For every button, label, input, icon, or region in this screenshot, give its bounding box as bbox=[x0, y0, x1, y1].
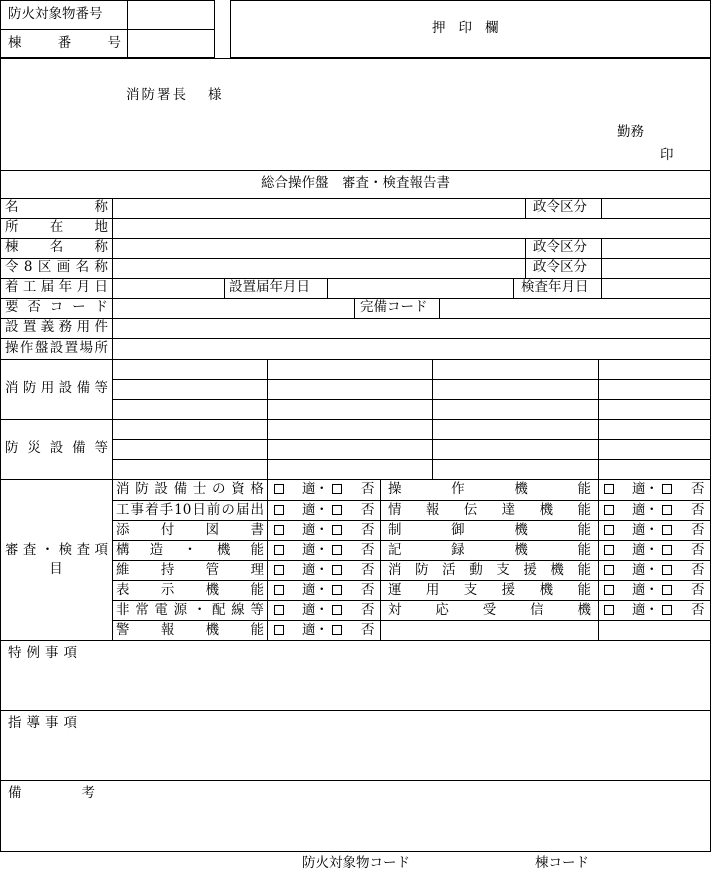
guidance-notes-input[interactable] bbox=[2, 736, 708, 778]
review-item-right: 運 用 支 援 機 能 bbox=[388, 582, 591, 598]
review-check-right bbox=[604, 603, 708, 617]
completion-code-label: 完備コード bbox=[360, 299, 428, 315]
ng-label: 否 bbox=[691, 481, 705, 497]
ok-label: 適 bbox=[632, 562, 646, 578]
review-item-right: 操 作 機 能 bbox=[388, 481, 591, 497]
ng-checkbox[interactable] bbox=[332, 565, 342, 575]
separator-dot: ・ bbox=[315, 481, 329, 497]
review-section-label-tail: 目 bbox=[49, 561, 63, 577]
remarks-label: 備 考 bbox=[8, 785, 95, 801]
review-check-left bbox=[274, 583, 378, 597]
ng-checkbox[interactable] bbox=[662, 565, 672, 575]
ng-label: 否 bbox=[691, 522, 705, 538]
ng-checkbox[interactable] bbox=[662, 525, 672, 535]
ok-label: 適 bbox=[302, 522, 316, 538]
separator-dot: ・ bbox=[645, 542, 659, 558]
chief-label: 消防署長 bbox=[126, 87, 188, 103]
ok-checkbox[interactable] bbox=[604, 484, 614, 494]
govt-category-input[interactable] bbox=[603, 240, 708, 256]
ok-checkbox[interactable] bbox=[604, 505, 614, 515]
ng-checkbox[interactable] bbox=[332, 525, 342, 535]
review-item-left: 消 防 設 備 士 の 資 格 bbox=[116, 481, 264, 497]
ng-checkbox[interactable] bbox=[662, 545, 672, 555]
fire-object-number-label: 防火対象物番号 bbox=[8, 6, 103, 22]
ng-checkbox[interactable] bbox=[332, 505, 342, 515]
ok-label: 適 bbox=[302, 542, 316, 558]
review-item-right: 制 御 機 能 bbox=[388, 522, 591, 538]
ok-checkbox[interactable] bbox=[274, 525, 284, 535]
separator-dot: ・ bbox=[315, 562, 329, 578]
fire-object-code-label: 防火対象物コード bbox=[302, 855, 410, 871]
review-item-left: 構 造 ・ 機 能 bbox=[116, 542, 264, 558]
ok-label: 適 bbox=[632, 602, 646, 618]
ng-label: 否 bbox=[361, 542, 375, 558]
inspection-date-label: 検査年月日 bbox=[521, 279, 589, 295]
ok-label: 適 bbox=[302, 502, 316, 518]
ng-checkbox[interactable] bbox=[662, 484, 672, 494]
ordinance-block-name-input[interactable] bbox=[114, 260, 523, 276]
ok-checkbox[interactable] bbox=[274, 484, 284, 494]
ng-checkbox[interactable] bbox=[332, 545, 342, 555]
separator-dot: ・ bbox=[315, 582, 329, 598]
ng-checkbox[interactable] bbox=[662, 505, 672, 515]
ng-checkbox[interactable] bbox=[332, 585, 342, 595]
ok-label: 適 bbox=[302, 582, 316, 598]
building-name-input[interactable] bbox=[114, 240, 523, 256]
ok-checkbox[interactable] bbox=[274, 605, 284, 615]
ng-label: 否 bbox=[361, 622, 375, 638]
construction-notice-date-input[interactable] bbox=[114, 280, 222, 296]
separator-dot: ・ bbox=[645, 602, 659, 618]
fire-object-number-input[interactable] bbox=[135, 4, 210, 26]
ok-label: 適 bbox=[632, 522, 646, 538]
govt-category-label: 政令区分 bbox=[533, 259, 587, 275]
ok-label: 適 bbox=[302, 602, 316, 618]
review-check-left bbox=[274, 603, 378, 617]
ng-label: 否 bbox=[691, 582, 705, 598]
separator-dot: ・ bbox=[315, 522, 329, 538]
special-notes-label: 特例事項 bbox=[8, 645, 82, 661]
ok-checkbox[interactable] bbox=[604, 585, 614, 595]
review-check-left bbox=[274, 563, 378, 577]
ok-label: 適 bbox=[302, 562, 316, 578]
review-item-right: 記 録 機 能 bbox=[388, 542, 591, 558]
separator-dot: ・ bbox=[645, 562, 659, 578]
building-number-label: 棟 番 号 bbox=[8, 35, 121, 51]
ng-label: 否 bbox=[361, 502, 375, 518]
ok-checkbox[interactable] bbox=[274, 565, 284, 575]
completion-code-input[interactable] bbox=[441, 300, 708, 316]
review-check-left bbox=[274, 503, 378, 517]
ng-label: 否 bbox=[361, 562, 375, 578]
review-item-right: 情 報 伝 達 機 能 bbox=[388, 502, 591, 518]
seal-column-label: 押印欄 bbox=[432, 20, 512, 36]
honorific-label: 様 bbox=[208, 87, 222, 103]
ok-label: 適 bbox=[632, 542, 646, 558]
review-section-label: 審 査 ・ 検 査 項 bbox=[5, 542, 108, 558]
review-check-right bbox=[604, 563, 708, 577]
ok-label: 適 bbox=[632, 481, 646, 497]
separator-dot: ・ bbox=[315, 542, 329, 558]
review-check-right bbox=[604, 523, 708, 537]
requirement-code-input[interactable] bbox=[114, 300, 352, 316]
disaster-equipment-label: 防 災 設 備 等 bbox=[5, 440, 108, 456]
ok-checkbox[interactable] bbox=[274, 585, 284, 595]
review-check-left bbox=[274, 523, 378, 537]
ng-checkbox[interactable] bbox=[332, 605, 342, 615]
ng-label: 否 bbox=[361, 481, 375, 497]
review-check-left bbox=[274, 543, 378, 557]
review-item-right: 対 応 受 信 機 bbox=[388, 602, 591, 618]
review-check-right bbox=[604, 482, 708, 496]
name-label: 名 称 bbox=[5, 199, 108, 215]
inspection-date-input[interactable] bbox=[603, 280, 708, 296]
guidance-notes-label: 指導事項 bbox=[8, 715, 82, 731]
location-input[interactable] bbox=[114, 220, 708, 236]
govt-category-input[interactable] bbox=[603, 260, 708, 276]
installation-notice-date-label: 設置届年月日 bbox=[229, 279, 310, 295]
separator-dot: ・ bbox=[315, 602, 329, 618]
review-item-left: 添 付 図 書 bbox=[116, 522, 264, 538]
govt-category-label: 政令区分 bbox=[533, 199, 587, 215]
ok-label: 適 bbox=[302, 481, 316, 497]
review-check-left bbox=[274, 623, 378, 637]
ok-checkbox[interactable] bbox=[604, 565, 614, 575]
review-item-left: 警 報 機 能 bbox=[116, 622, 264, 638]
separator-dot: ・ bbox=[315, 502, 329, 518]
installation-notice-date-input[interactable] bbox=[329, 280, 511, 296]
ok-label: 適 bbox=[632, 582, 646, 598]
govt-category-label: 政令区分 bbox=[533, 239, 587, 255]
ng-label: 否 bbox=[691, 562, 705, 578]
review-item-right: 消 防 活 動 支 援 機 能 bbox=[388, 562, 591, 578]
ok-checkbox[interactable] bbox=[604, 545, 614, 555]
ok-label: 適 bbox=[302, 622, 316, 638]
ng-label: 否 bbox=[691, 502, 705, 518]
special-notes-input[interactable] bbox=[2, 666, 708, 708]
review-item-left: 維 持 管 理 bbox=[116, 562, 264, 578]
review-check-left bbox=[274, 482, 378, 496]
seal-mark: 印 bbox=[660, 147, 674, 163]
panel-location-label: 操 作 盤 設 置 場 所 bbox=[5, 340, 108, 356]
separator-dot: ・ bbox=[645, 502, 659, 518]
ng-label: 否 bbox=[691, 602, 705, 618]
separator-dot: ・ bbox=[315, 622, 329, 638]
review-item-left: 非 常 電 源 ・ 配 線 等 bbox=[116, 602, 264, 618]
review-check-right bbox=[604, 543, 708, 557]
ng-checkbox[interactable] bbox=[332, 484, 342, 494]
review-check-right bbox=[604, 583, 708, 597]
building-name-label: 棟 名 称 bbox=[5, 239, 108, 255]
ok-checkbox[interactable] bbox=[604, 605, 614, 615]
ng-checkbox[interactable] bbox=[662, 585, 672, 595]
report-title: 総合操作盤 審査・検査報告書 bbox=[261, 175, 450, 191]
ok-checkbox[interactable] bbox=[274, 505, 284, 515]
separator-dot: ・ bbox=[645, 481, 659, 497]
ng-label: 否 bbox=[361, 522, 375, 538]
location-label: 所 在 地 bbox=[5, 219, 108, 235]
govt-category-input[interactable] bbox=[603, 200, 708, 216]
building-number-input[interactable] bbox=[135, 32, 210, 54]
ok-checkbox[interactable] bbox=[604, 525, 614, 535]
installation-obligation-label: 設 置 義 務 用 件 bbox=[5, 319, 108, 335]
panel-location-input[interactable] bbox=[114, 340, 708, 357]
ordinance-block-name-label: 令 8 区 画 名 称 bbox=[5, 259, 108, 275]
ng-checkbox[interactable] bbox=[662, 605, 672, 615]
review-check-right bbox=[604, 503, 708, 517]
building-code-label: 棟コード bbox=[535, 855, 589, 871]
ok-checkbox[interactable] bbox=[274, 545, 284, 555]
requirement-code-label: 要 否 コ ー ド bbox=[5, 299, 108, 315]
ng-checkbox[interactable] bbox=[332, 625, 342, 635]
review-item-left: 表 示 機 能 bbox=[116, 582, 264, 598]
construction-notice-date-label: 着 工 届 年 月 日 bbox=[5, 279, 108, 295]
ng-label: 否 bbox=[361, 602, 375, 618]
ng-label: 否 bbox=[361, 582, 375, 598]
installation-obligation-input[interactable] bbox=[114, 320, 708, 336]
separator-dot: ・ bbox=[645, 522, 659, 538]
separator-dot: ・ bbox=[645, 582, 659, 598]
name-input[interactable] bbox=[114, 200, 523, 216]
review-item-left: 工 事 着 手 10 日 前 の 届 出 bbox=[116, 502, 264, 518]
fire-equipment-label: 消 防 用 設 備 等 bbox=[5, 380, 108, 396]
ng-label: 否 bbox=[691, 542, 705, 558]
duty-label: 勤務 bbox=[617, 124, 644, 140]
ok-label: 適 bbox=[632, 502, 646, 518]
remarks-input[interactable] bbox=[2, 806, 708, 849]
ok-checkbox[interactable] bbox=[274, 625, 284, 635]
